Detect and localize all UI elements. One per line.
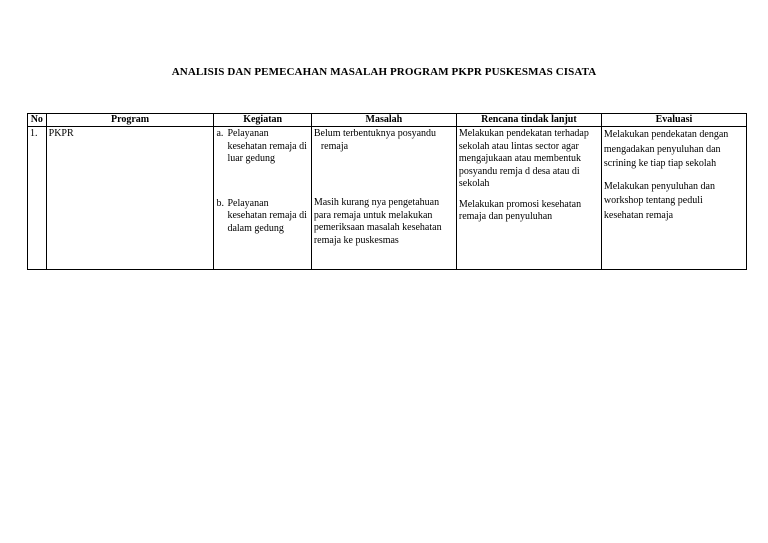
cell-kegiatan: [214, 127, 311, 270]
header-no: No: [28, 114, 47, 127]
rencana-item-2: Melakukan promosi kesehatan remaja dan penyuluhan: [458, 198, 582, 222]
evaluasi-item-2: Melakukan penyuluhan dan workshop tentang peduli kesehatan remaja: [603, 180, 715, 221]
analysis-table: [27, 113, 747, 270]
table-header-row: [28, 114, 747, 127]
masalah-item-1: [314, 128, 454, 153]
kegiatan-item-a: [216, 128, 308, 166]
kegiatan-marker-a: a.: [216, 128, 224, 139]
cell-no: 1.: [28, 127, 47, 270]
document-title: ANALISIS DAN PEMECAHAN MASALAH PROGRAM PKPR PUSKESMAS CISATA: [171, 66, 597, 78]
cell-masalah: [311, 127, 456, 270]
header-rencana: Rencana tindak lanjut: [456, 114, 601, 127]
header-kegiatan: Kegiatan: [214, 114, 311, 127]
header-program: Program: [46, 114, 214, 127]
rencana-item-1: Melakukan pendekatan terhadap sekolah atau lintas sector agar mengajukaan atau membentuk posyandu remja d desa atau di sekolah: [458, 128, 589, 189]
masalah-1-line2: remaja: [320, 140, 349, 152]
cell-evaluasi: [601, 127, 746, 270]
kegiatan-item-b: [216, 198, 308, 236]
kegiatan-marker-b: b.: [216, 197, 224, 209]
evaluasi-item-1: Melakukan pendekatan dengan mengadakan penyuluhan dan scrining ke tiap tiap sekolah: [603, 129, 729, 169]
masalah-item-2: Masih kurang nya pengetahuan para remaja untuk melakukan pemeriksaan masalah kesehatan remaja ke puskesmas: [313, 197, 442, 246]
cell-program: PKPR: [46, 127, 214, 270]
header-masalah: Masalah: [311, 114, 456, 127]
masalah-1-line1: Belum terbentuknya posyandu: [313, 128, 437, 139]
kegiatan-text-a: Pelayanan kesehatan remaja di luar gedung: [227, 128, 307, 164]
header-evaluasi: Evaluasi: [601, 114, 746, 127]
cell-rencana: [456, 127, 601, 270]
table-row: [28, 127, 747, 270]
kegiatan-text-b: Pelayanan kesehatan remaja di dalam gedung: [227, 197, 307, 234]
